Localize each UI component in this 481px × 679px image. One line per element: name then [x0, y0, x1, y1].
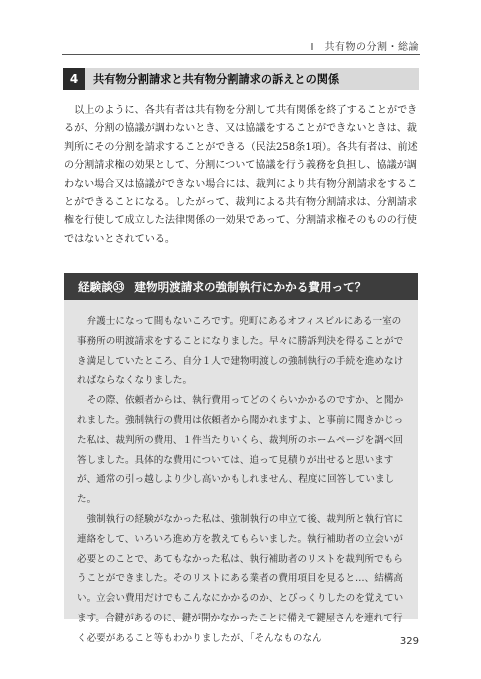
column-paragraph: 弁護士になって間もないころです。兜町にあるオフィスビルにある一室の事務所の明渡請求をすることになりました。早々に勝訴判決を得ることができ満足していたところ、自分１人で建物明渡しの強制執行の手続を進めなければならなくなりました。	[77, 316, 404, 387]
column-body	[64, 300, 418, 649]
section-heading	[63, 68, 419, 90]
column-header	[64, 273, 418, 300]
section-title: 共有物分割請求と共有物分割請求の訴えとの関係	[93, 73, 340, 86]
running-head: Ⅰ 共有物の分割・総論	[310, 42, 419, 53]
column-label: 経験談㉝	[78, 279, 125, 294]
body-paragraph: 以上のように、各共有者は共有物を分割して共有関係を終了することができるが、分割の協議が調わないとき、又は協議をすることができないときは、裁判所にその分割を請求することができる（民法258条1項）。各共有者は、前述の分割請求権の効果として、分割について協議を行う義務を負担し、協議が調わない場合又は協議ができない場合には、裁判により共有物分割請求をすることができることになる。したがって、裁判による共有物分割請求は、分割請求権を行使して成立した法律関係の一効果であって、分割請求権そのものの行使ではないとされている。	[64, 105, 418, 245]
column-paragraph: 強制執行の経験がなかった私は、強制執行の申立て後、裁判所と執行官に連絡をして、いろいろ進め方を教えてもらいました。執行補助者の立会いが必要とのことで、あてもなかった私は、執行補助者のリストを裁判所でもらうことができました。そのリストにある業者の費用項目を見ると…、結構高い。立会い費用だけでもこんなにかかるのか、とびっくりしたのを覚えています。合鍵があるのに、鍵が開かなかったことに備えて鍵屋さんを連れて行く必要があること等もわかりましたが、「そんなものなん	[77, 513, 404, 644]
column-title: 建物明渡請求の強制執行にかかる費用って？	[134, 279, 367, 294]
column-paragraph: その際、依頼者からは、執行費用ってどのくらいかかるのですか、と聞かれました。強制執行の費用は依頼者から聞かれますよ、と事前に聞きかじった私は、裁判所の費用、１件当たりいくら、裁判所のホームページを調べ回答しました。具体的な費用については、追って見積りが出せると思いますが、通常の引っ越しより少し高いかもしれません、程度に回答していました。	[77, 395, 404, 506]
header-rule	[62, 54, 420, 55]
section-number: 4	[63, 68, 85, 90]
body-text	[64, 102, 418, 249]
page-number: 329	[399, 636, 419, 647]
